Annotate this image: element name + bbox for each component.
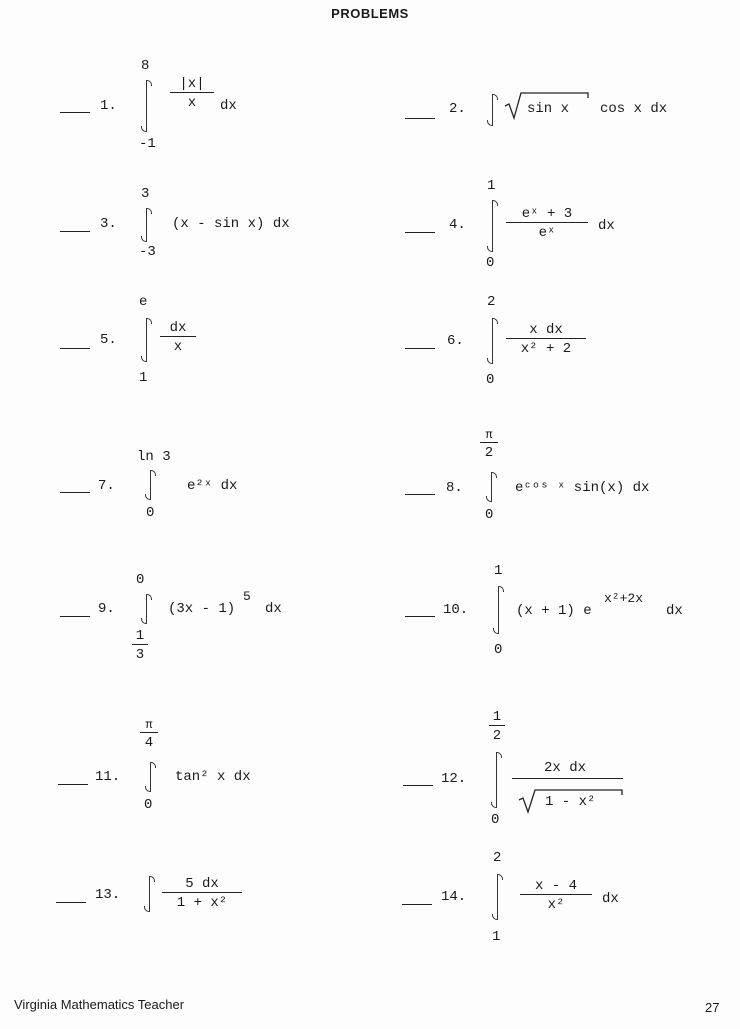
integral-sign bbox=[492, 94, 499, 126]
problem-number: 11. bbox=[95, 769, 121, 785]
answer-blank[interactable] bbox=[60, 112, 90, 113]
lower-limit: 0 bbox=[146, 505, 155, 521]
integrand: (x - sin x) dx bbox=[172, 216, 290, 232]
differential: dx bbox=[220, 98, 237, 114]
integrand-fraction bbox=[170, 76, 214, 111]
problem-number: 5. bbox=[100, 332, 117, 348]
integral-sign bbox=[149, 876, 156, 912]
lower-limit-fraction bbox=[132, 628, 148, 663]
integral-sign bbox=[498, 586, 505, 634]
upper-limit: 2 bbox=[487, 294, 496, 310]
denominator: 1 - x² bbox=[545, 794, 596, 810]
answer-blank[interactable] bbox=[56, 902, 86, 903]
problem-number: 12. bbox=[441, 771, 467, 787]
lower-limit-denominator: 3 bbox=[135, 647, 145, 663]
upper-limit: 1 bbox=[494, 563, 503, 579]
numerator: |x| bbox=[170, 76, 214, 93]
upper-limit-fraction bbox=[480, 428, 498, 461]
differential: dx bbox=[666, 603, 683, 619]
radicand: sin x bbox=[527, 101, 570, 117]
answer-blank[interactable] bbox=[405, 494, 435, 495]
answer-blank[interactable] bbox=[405, 232, 435, 233]
integrand: tan² x dx bbox=[175, 769, 251, 785]
answer-blank[interactable] bbox=[60, 348, 90, 349]
denominator: x² bbox=[547, 897, 565, 913]
denominator: x bbox=[187, 95, 197, 111]
footer-journal-name: Virginia Mathematics Teacher bbox=[14, 997, 185, 1012]
fraction-bar bbox=[512, 778, 623, 779]
problem-number: 1. bbox=[100, 98, 117, 114]
problem-number: 8. bbox=[446, 480, 463, 496]
numerator: dx bbox=[160, 320, 196, 337]
integrand-fraction bbox=[506, 322, 586, 357]
integrand-base: (3x - 1) bbox=[168, 601, 236, 617]
integrand-fraction bbox=[160, 320, 196, 355]
lower-limit: 0 bbox=[485, 507, 494, 523]
integral-sign bbox=[492, 200, 499, 252]
integral-sign bbox=[492, 318, 499, 364]
upper-limit-denominator: 2 bbox=[492, 728, 502, 744]
answer-blank[interactable] bbox=[405, 118, 435, 119]
integrand-fraction bbox=[520, 878, 592, 913]
problem-number: 7. bbox=[98, 478, 115, 494]
lower-limit: 0 bbox=[494, 642, 503, 658]
lower-limit: 1 bbox=[492, 929, 501, 945]
numerator: x - 4 bbox=[520, 878, 592, 895]
problem-number: 2. bbox=[449, 101, 466, 117]
upper-limit: ln 3 bbox=[137, 449, 171, 465]
upper-limit-denominator: 4 bbox=[144, 735, 154, 751]
answer-blank[interactable] bbox=[403, 785, 433, 786]
upper-limit-numerator: 1 bbox=[489, 709, 505, 726]
answer-blank[interactable] bbox=[405, 348, 435, 349]
lower-limit: 0 bbox=[486, 372, 495, 388]
denominator: x² + 2 bbox=[520, 341, 572, 357]
upper-limit-numerator: π bbox=[140, 718, 158, 733]
problem-number: 6. bbox=[447, 333, 464, 349]
problem-number: 4. bbox=[449, 217, 466, 233]
upper-limit: e bbox=[139, 294, 148, 310]
integral-sign bbox=[150, 470, 157, 500]
upper-limit: 2 bbox=[493, 850, 502, 866]
integral-sign bbox=[497, 874, 504, 920]
answer-blank[interactable] bbox=[402, 904, 432, 905]
differential: dx bbox=[598, 218, 615, 234]
numerator: x dx bbox=[506, 322, 586, 339]
differential: dx bbox=[265, 601, 282, 617]
differential: dx bbox=[602, 891, 619, 907]
problem-number: 3. bbox=[100, 216, 117, 232]
lower-limit: -3 bbox=[139, 244, 156, 260]
problem-number: 14. bbox=[441, 889, 467, 905]
integrand-base: (x + 1) e bbox=[516, 603, 592, 619]
integral-sign bbox=[146, 594, 153, 624]
integral-sign bbox=[150, 762, 157, 792]
numerator: eˣ + 3 bbox=[506, 206, 588, 223]
integral-sign bbox=[146, 318, 153, 362]
answer-blank[interactable] bbox=[60, 616, 90, 617]
integrand-fraction bbox=[162, 876, 242, 911]
denominator: eˣ bbox=[538, 225, 556, 241]
lower-limit: 0 bbox=[144, 797, 153, 813]
integral-sign bbox=[146, 208, 153, 242]
lower-limit-numerator: 1 bbox=[132, 628, 148, 645]
integral-sign bbox=[146, 80, 153, 132]
upper-limit-numerator: π bbox=[480, 428, 498, 443]
denominator: x bbox=[173, 339, 183, 355]
denominator: 1 + x² bbox=[176, 895, 228, 911]
exponent: x²+2x bbox=[604, 591, 644, 606]
lower-limit: 1 bbox=[139, 370, 148, 386]
lower-limit: -1 bbox=[139, 136, 156, 152]
integral-sign bbox=[491, 472, 498, 502]
upper-limit-fraction bbox=[489, 709, 505, 744]
upper-limit: 0 bbox=[136, 572, 145, 588]
answer-blank[interactable] bbox=[60, 492, 90, 493]
page-title: PROBLEMS bbox=[331, 6, 409, 21]
answer-blank[interactable] bbox=[405, 616, 435, 617]
integrand-fraction bbox=[506, 206, 588, 241]
exponent: 5 bbox=[243, 589, 251, 604]
integrand: e²ˣ dx bbox=[187, 478, 238, 494]
numerator: 5 dx bbox=[162, 876, 242, 893]
answer-blank[interactable] bbox=[60, 231, 90, 232]
upper-limit: 1 bbox=[487, 178, 496, 194]
upper-limit-fraction bbox=[140, 718, 158, 751]
integrand: eᶜᵒˢ ˣ sin(x) dx bbox=[515, 480, 650, 496]
integral-sign bbox=[496, 752, 503, 808]
lower-limit: 0 bbox=[491, 812, 500, 828]
problem-number: 9. bbox=[98, 601, 115, 617]
problem-number: 10. bbox=[443, 602, 469, 618]
problem-number: 13. bbox=[95, 887, 121, 903]
upper-limit: 8 bbox=[141, 58, 150, 74]
lower-limit: 0 bbox=[486, 255, 495, 271]
upper-limit: 3 bbox=[141, 186, 150, 202]
integrand-tail: cos x dx bbox=[600, 101, 668, 117]
numerator: 2x dx bbox=[544, 760, 587, 776]
page-number: 27 bbox=[705, 1000, 720, 1015]
answer-blank[interactable] bbox=[58, 784, 88, 785]
upper-limit-denominator: 2 bbox=[484, 445, 494, 461]
